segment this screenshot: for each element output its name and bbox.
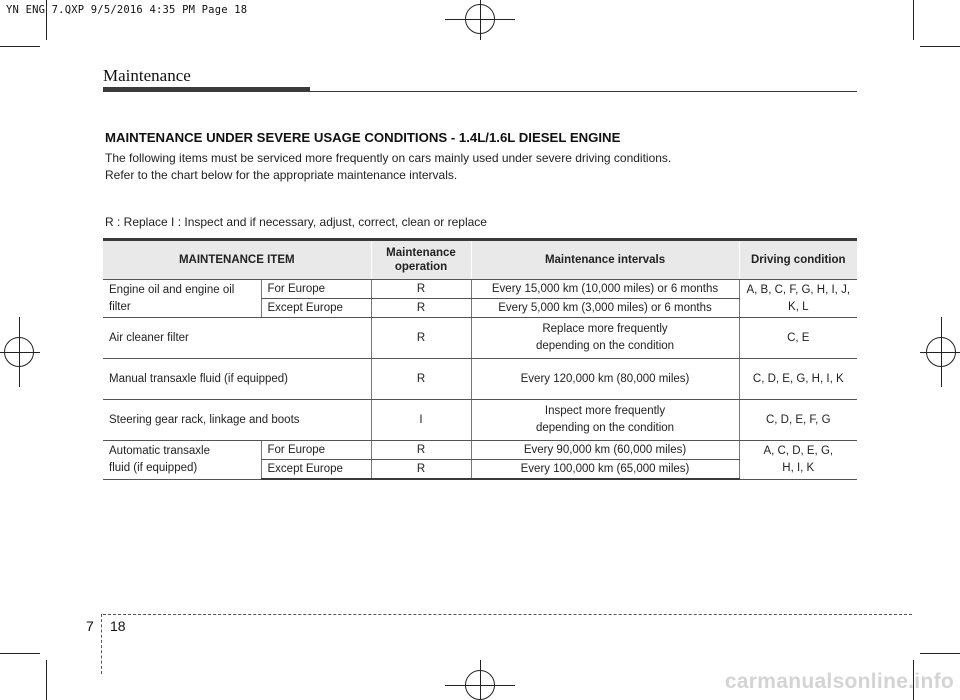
document-heading: MAINTENANCE UNDER SEVERE USAGE CONDITIONS - 1.4L/1.6L DIESEL ENGINE — [105, 130, 621, 145]
crop-mark — [0, 46, 40, 47]
intro-line: Refer to the chart below for the appropriate maintenance intervals. — [105, 168, 458, 182]
table-row — [103, 359, 857, 400]
table-row — [103, 400, 857, 441]
legend-text: R : Replace I : Inspect and if necessary, adjust, correct, clean or replace — [105, 215, 487, 229]
header-intervals: Maintenance intervals — [471, 240, 739, 280]
cell-condition: C, E — [739, 318, 857, 359]
print-slug: YN ENG 7.QXP 9/5/2016 4:35 PM Page 18 — [6, 4, 248, 16]
cell-operation: R — [371, 318, 471, 359]
cell-operation: R — [371, 460, 471, 480]
header-item: MAINTENANCE ITEM — [103, 240, 371, 280]
cell-interval: Replace more frequently depending on the condition — [471, 318, 739, 359]
section-title: Maintenance — [103, 66, 191, 85]
cell-interval: Inspect more frequently depending on the condition — [471, 400, 739, 441]
cell-condition: C, D, E, G, H, I, K — [739, 359, 857, 400]
cell-operation: R — [371, 299, 471, 318]
header-condition: Driving condition — [739, 240, 857, 280]
table-header-row — [103, 240, 857, 280]
cell-region: For Europe — [261, 280, 371, 299]
cell-interval: Every 90,000 km (60,000 miles) — [471, 441, 739, 460]
crop-mark — [920, 653, 960, 654]
crop-mark — [913, 0, 914, 40]
table-row — [103, 441, 857, 460]
table-row — [103, 318, 857, 359]
cell-item: Automatic transaxle fluid (if equipped) — [103, 441, 261, 480]
cell-interval: Every 5,000 km (3,000 miles) or 6 months — [471, 299, 739, 318]
cell-interval: Every 120,000 km (80,000 miles) — [471, 359, 739, 400]
cell-condition: A, B, C, F, G, H, I, J, K, L — [739, 280, 857, 318]
table-row — [103, 280, 857, 299]
cell-condition: C, D, E, F, G — [739, 400, 857, 441]
cell-region: For Europe — [261, 441, 371, 460]
cell-interval: Every 100,000 km (65,000 miles) — [471, 460, 739, 480]
cell-region: Except Europe — [261, 299, 371, 318]
chapter-number: 7 — [86, 618, 94, 634]
cell-operation: R — [371, 359, 471, 400]
cell-item: Manual transaxle fluid (if equipped) — [103, 359, 371, 400]
page-number: 18 — [110, 618, 126, 634]
crop-mark — [0, 653, 40, 654]
intro-line: The following items must be serviced more frequently on cars mainly used under severe driving conditions. — [105, 151, 672, 165]
cell-operation: R — [371, 280, 471, 299]
cell-interval: Every 15,000 km (10,000 miles) or 6 months — [471, 280, 739, 299]
intro-text — [105, 150, 671, 184]
footer-rule — [103, 614, 912, 615]
cell-item: Engine oil and engine oil filter — [103, 280, 261, 318]
crop-mark — [920, 46, 960, 47]
cell-operation: R — [371, 441, 471, 460]
watermark: carmanualsonline.info — [724, 670, 954, 693]
cell-item: Air cleaner filter — [103, 318, 371, 359]
cell-region: Except Europe — [261, 460, 371, 480]
cell-condition: A, C, D, E, G, H, I, K — [739, 441, 857, 480]
crop-mark — [46, 660, 47, 700]
header-operation: Maintenance operation — [371, 240, 471, 280]
footer-separator — [101, 614, 103, 674]
section-rule-thin — [310, 91, 857, 92]
cell-operation: I — [371, 400, 471, 441]
maintenance-table — [103, 238, 857, 480]
section-rule-thick — [103, 87, 310, 92]
cell-item: Steering gear rack, linkage and boots — [103, 400, 371, 441]
